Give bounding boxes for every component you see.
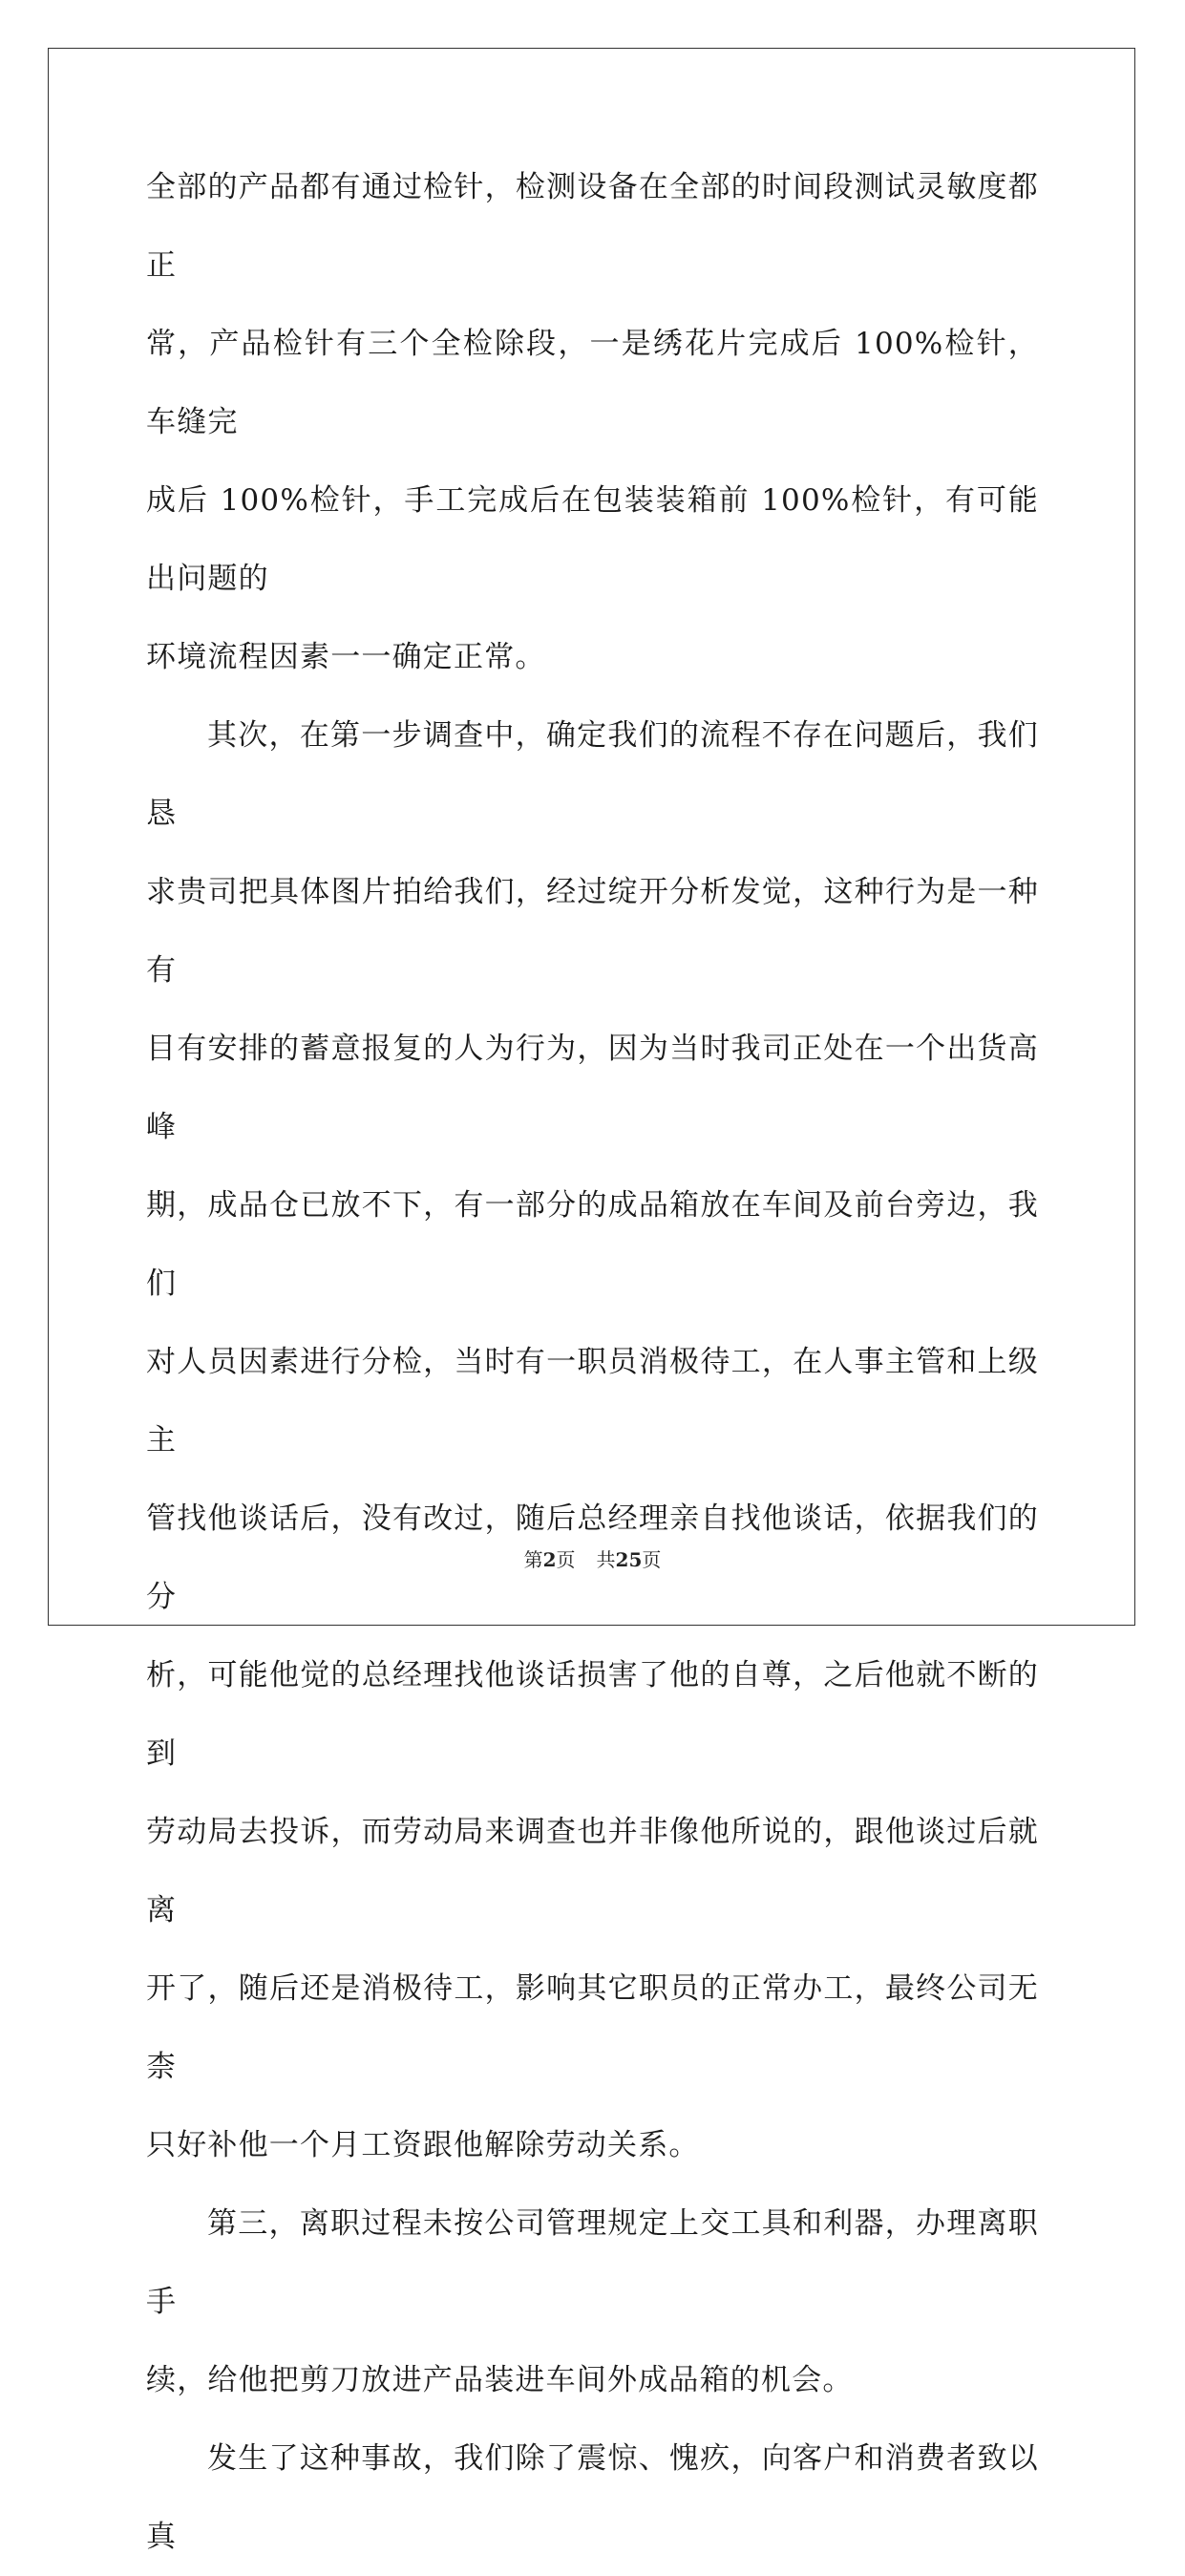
text-line: 管找他谈话后，没有改过，随后总经理亲自找他谈话，依据我们的分 <box>146 1501 1039 1614</box>
text-line: 第三，离职过程未按公司管理规定上交工具和利器，办理离职手 <box>146 2206 1039 2319</box>
text-line: 析，可能他觉的总经理找他谈话损害了他的自尊，之后他就不断的到 <box>146 1658 1039 1771</box>
total-pages: 25 <box>615 1548 643 1571</box>
text-line: 开了，随后还是消极待工，影响其它职员的正常办工，最终公司无柰 <box>146 1971 1039 2084</box>
text-line: 只好补他一个月工资跟他解除劳动关系。 <box>146 2128 700 2162</box>
total-prefix: 共 <box>596 1548 616 1571</box>
text-line: 其次，在第一步调查中，确定我们的流程不存在问题后，我们恳 <box>146 718 1039 831</box>
text-line: 成后 100%检针，手工完成后在包装装箱前 100%检针，有可能出问题的 <box>146 483 1039 596</box>
text-line: 对人员因素进行分检，当时有一职员消极待工，在人事主管和上级主 <box>146 1345 1039 1458</box>
page-prefix: 第 <box>523 1548 543 1571</box>
text-line: 常，产品检针有三个全检除段，一是绣花片完成后 100%检针，车缝完 <box>146 327 1039 439</box>
text-line: 期，成品仓已放不下，有一部分的成品箱放在车间及前台旁边，我们 <box>146 1188 1039 1301</box>
text-line: 求贵司把具体图片拍给我们，经过绽开分析发觉，这种行为是一种有 <box>146 875 1039 988</box>
total-suffix: 页 <box>642 1548 662 1571</box>
paragraph-2 <box>146 696 1039 2184</box>
text-line: 目有安排的蓄意报复的人为行为，因为当时我司正处在一个出货高峰 <box>146 1032 1039 1144</box>
text-line: 发生了这种事故，我们除了震惊、愧疚，向客户和消费者致以真 <box>146 2441 1039 2554</box>
paragraph-4 <box>146 2419 1039 2576</box>
text-line: 环境流程因素一一确定正常。 <box>146 640 546 674</box>
paragraph-3 <box>146 2184 1039 2419</box>
page-number: 2 <box>542 1548 557 1571</box>
text-line: 续，给他把剪刀放进产品装进车间外成品箱的机会。 <box>146 2363 854 2397</box>
text-line: 劳动局去投诉，而劳动局来调查也并非像他所说的，跟他谈过后就离 <box>146 1815 1039 1927</box>
page-suffix: 页 <box>556 1548 576 1571</box>
page-footer <box>0 1544 1185 1572</box>
document-body <box>146 148 1039 2576</box>
paragraph-1 <box>146 148 1039 696</box>
text-line: 全部的产品都有通过检针，检测设备在全部的时间段测试灵敏度都正 <box>146 170 1039 283</box>
